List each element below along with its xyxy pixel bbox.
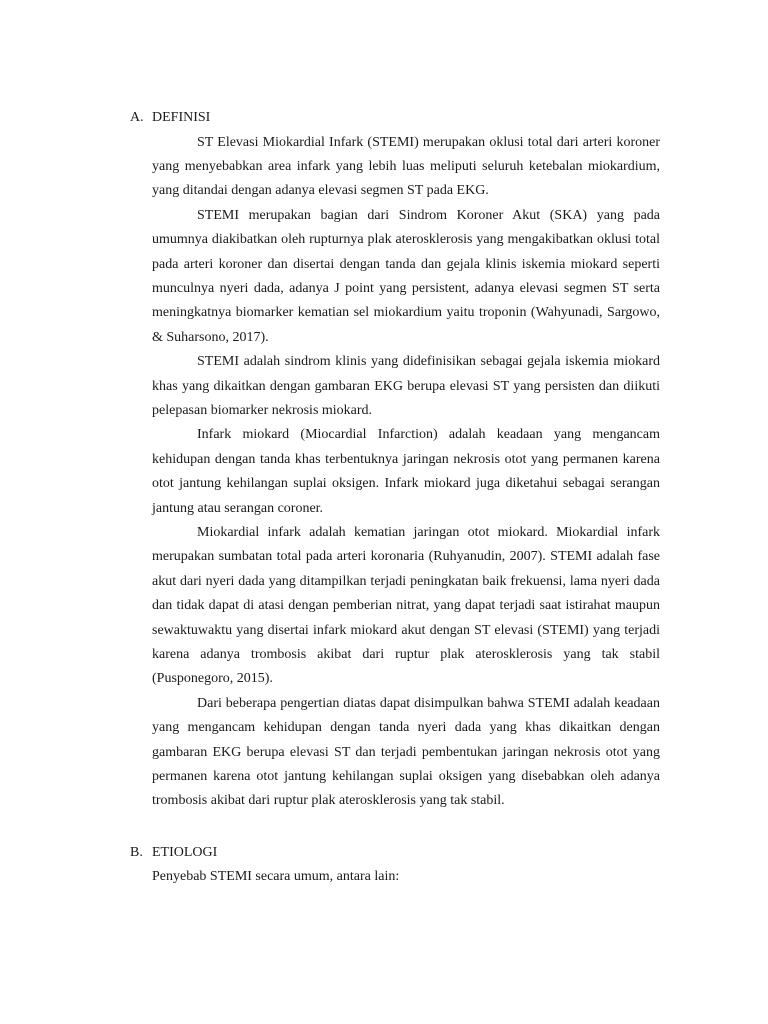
- section-b-body: [152, 865, 660, 889]
- section-a-letter: A.: [130, 110, 144, 125]
- section-b-letter: B.: [130, 845, 143, 860]
- section-b-heading: [130, 843, 217, 863]
- section-a-heading: [130, 108, 210, 128]
- section-a-body: [152, 131, 660, 814]
- section-b-title: ETIOLOGI: [152, 845, 218, 860]
- definition-paragraph-6: Dari beberapa pengertian diatas dapat disimpulkan bahwa STEMI adalah keadaan yang mengancam kehidupan dengan tanda nyeri dada yang khas dikaitkan dengan gambaran EKG berupa elevasi ST dan terjadi pembentukan jaringan nekrosis otot yang permanen karena otot jantung kehilangan suplai oksigen yang disebabkan oleh adanya trombosis akibat dari ruptur plak aterosklerosis yang tak stabil.: [152, 695, 660, 809]
- definition-paragraph-1: ST Elevasi Miokardial Infark (STEMI) merupakan oklusi total dari arteri koroner yang menyebabkan area infark yang lebih luas meliputi seluruh ketebalan miokardium, yang ditandai dengan adanya elevasi segmen ST pada EKG.: [152, 134, 660, 199]
- definition-paragraph-5: Miokardial infark adalah kematian jaringan otot miokard. Miokardial infark merupakan sumbatan total pada arteri koronaria (Ruhyanudin, 2007). STEMI adalah fase akut dari nyeri dada yang ditampilkan terjadi peningkatan baik frekuensi, lama nyeri dada dan tidak dapat di atasi dengan pemberian nitrat, yang dapat terjadi saat istirahat maupun sewaktuwaktu yang disertai infark miokard akut dengan ST elevasi (STEMI) yang terjadi karena adanya trombosis akibat dari ruptur plak aterosklerosis yang tak stabil (Pusponegoro, 2015).: [152, 525, 660, 687]
- section-a-title: DEFINISI: [152, 110, 211, 125]
- etiology-paragraph-1: Penyebab STEMI secara umum, antara lain:: [152, 869, 400, 884]
- definition-paragraph-3: STEMI adalah sindrom klinis yang didefinisikan sebagai gejala iskemia miokard khas yang dikaitkan dengan gambaran EKG berupa elevasi ST yang persisten dan diikuti pelepasan biomarker nekrosis miokard.: [152, 354, 660, 418]
- definition-paragraph-4: Infark miokard (Miocardial Infarction) adalah keadaan yang mengancam kehidupan dengan tanda khas terbentuknya jaringan nekrosis otot yang permanen karena otot jantung kehilangan suplai oksigen. Infark miokard juga diketahui sebagai serangan jantung atau serangan coroner.: [152, 427, 660, 516]
- definition-paragraph-2: STEMI merupakan bagian dari Sindrom Koroner Akut (SKA) yang pada umumnya diakibatkan oleh rupturnya plak aterosklerosis yang mengakibatkan oklusi total pada arteri koroner dan disertai dengan tanda dan gejala klinis iskemia miokard seperti munculnya nyeri dada, adanya J point yang persistent, adanya elevasi segmen ST serta meningkatnya biomarker kematian sel miokardium yaitu troponin (Wahyunadi, Sargowo, & Suharsono, 2017).: [152, 207, 660, 345]
